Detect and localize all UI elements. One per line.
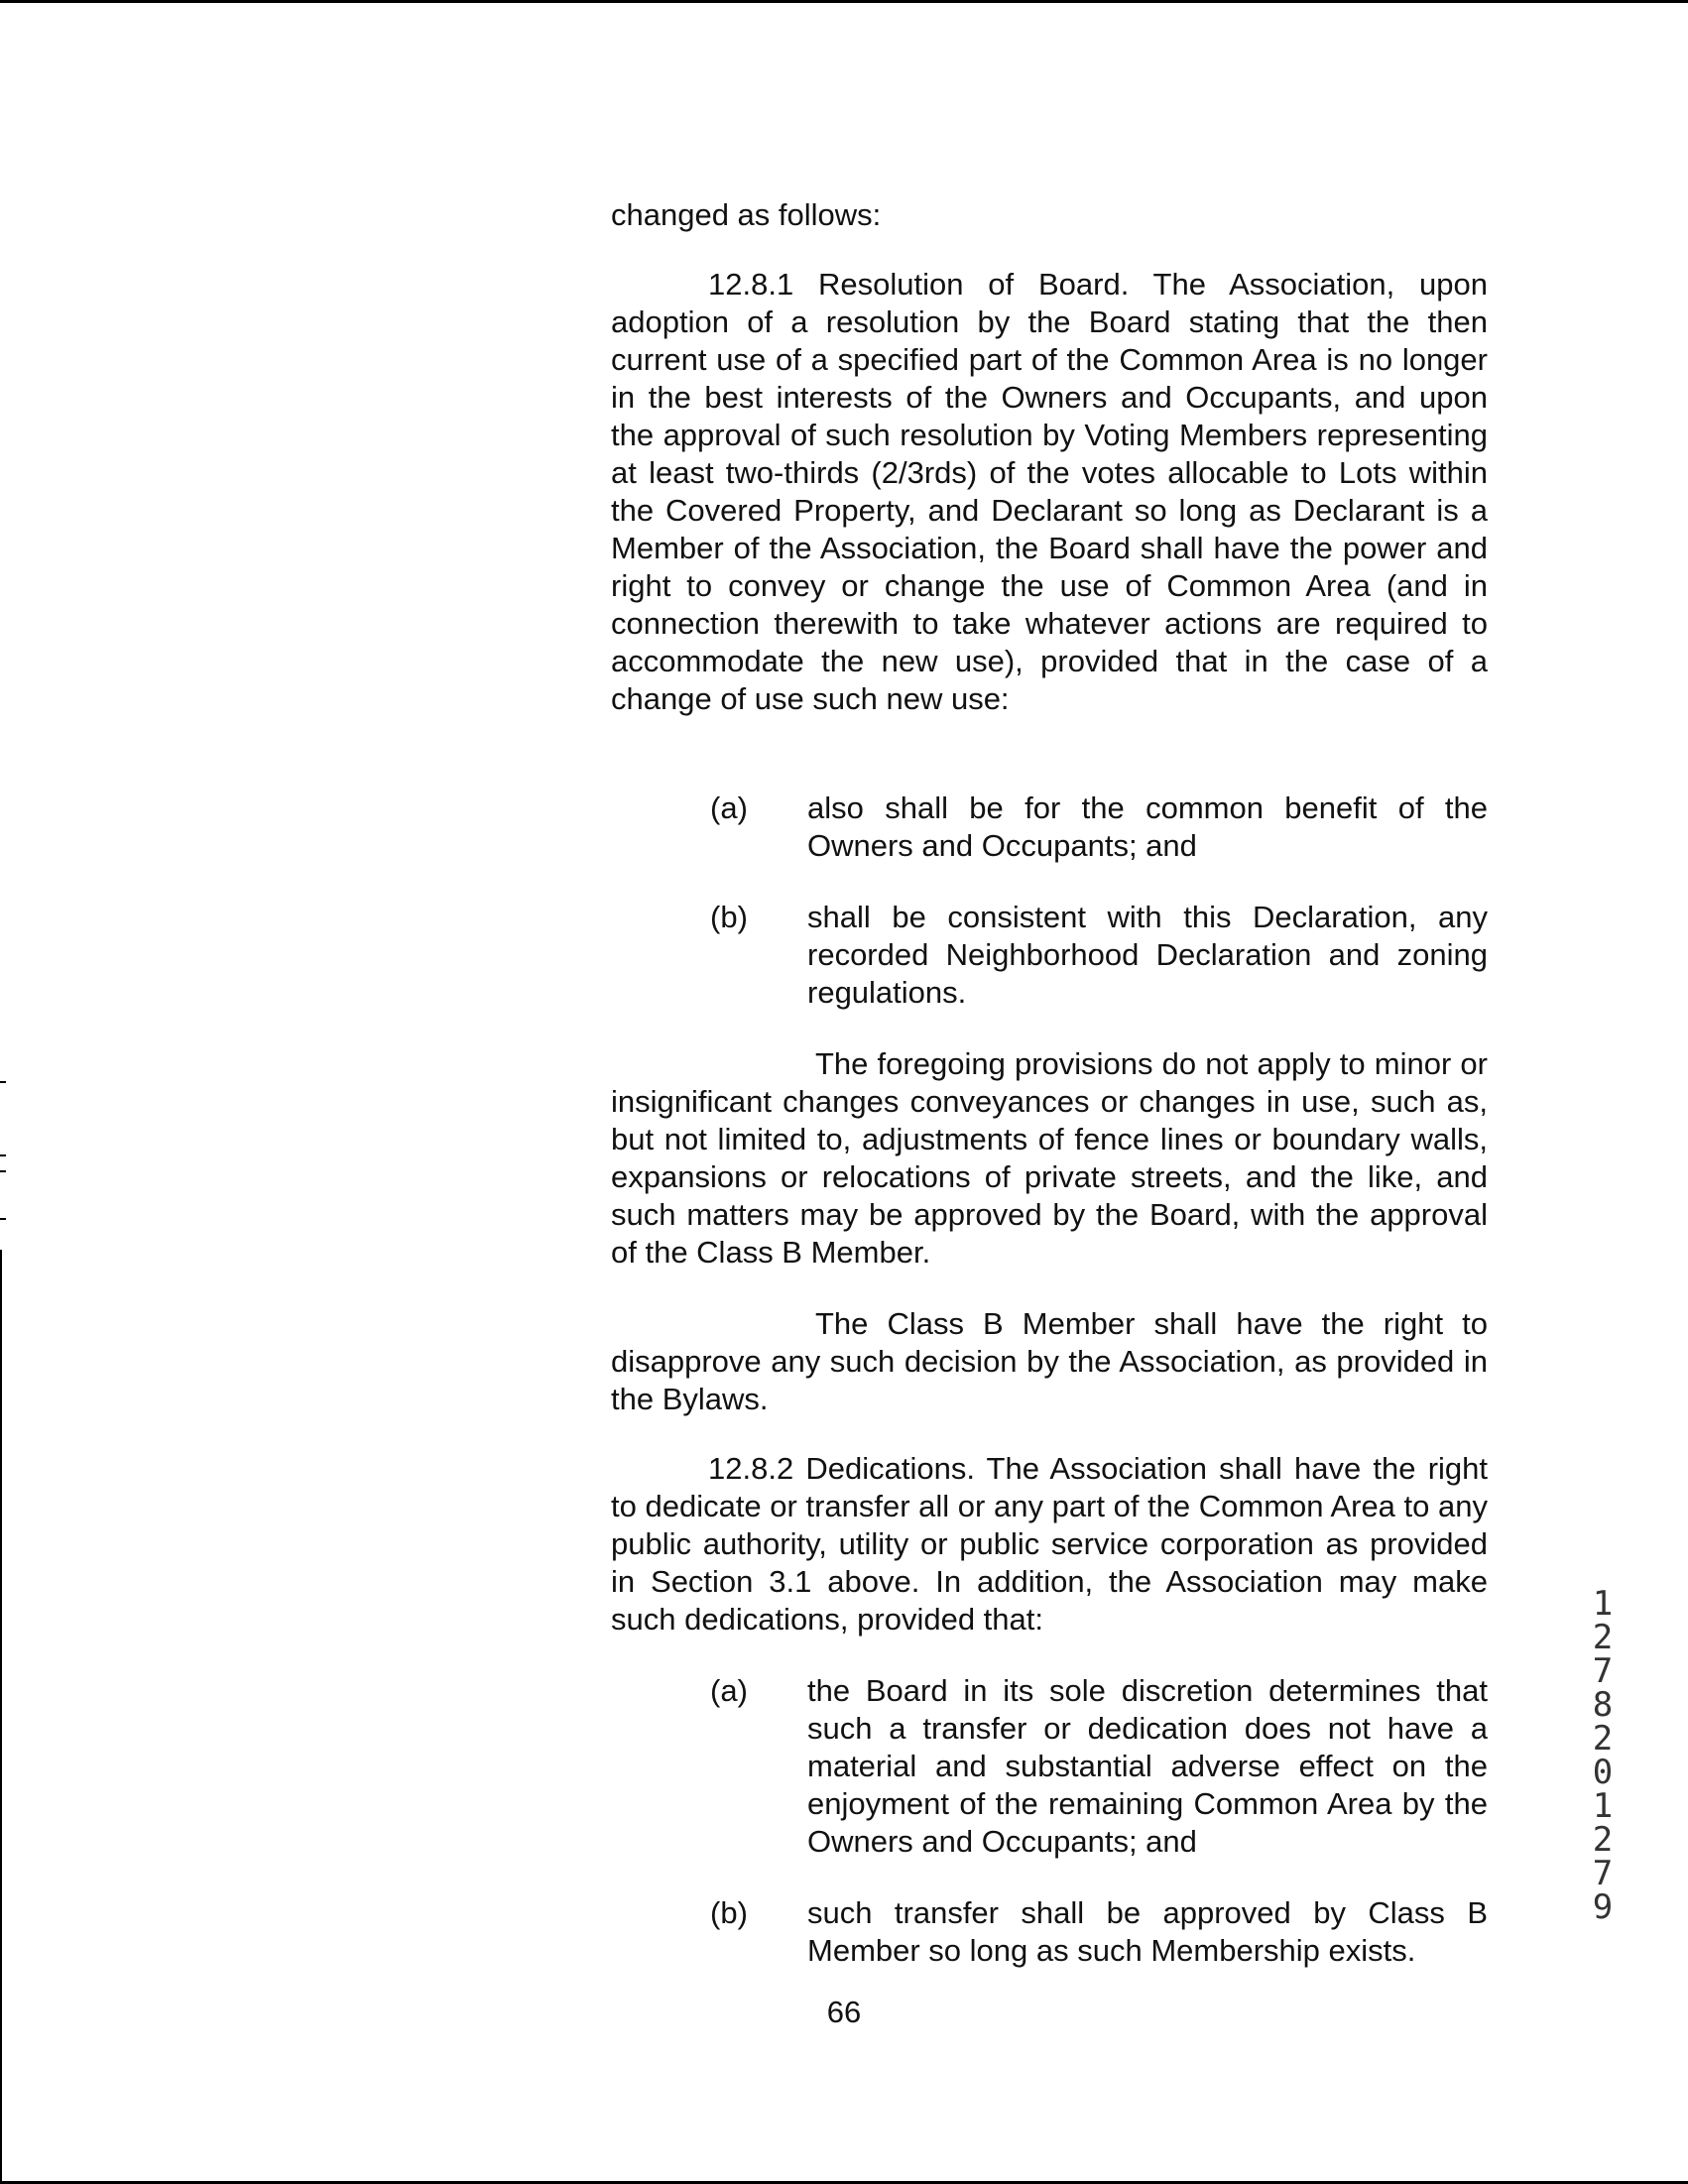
list-2-item-b — [611, 1894, 1488, 1970]
list-text: also shall be for the common benefit of the Owners and Occupants; and — [807, 790, 1488, 863]
list-text: such transfer shall be approved by Class B Member so long as such Membership exists. — [807, 1895, 1488, 1968]
margin-tick — [0, 1218, 6, 1220]
list-label: (b) — [710, 1895, 748, 1930]
list-label: (a) — [710, 790, 748, 825]
list-label: (b) — [710, 900, 748, 934]
foregoing-provisions-paragraph: The foregoing provisions do not apply to minor or insignificant changes conveyances or changes in use, such as, but not limited to, adjustments of fence lines or boundary walls, expansions or relocations of private streets, and the like, and such matters may be approved by the Board, with the approval of the Class B Member. — [611, 1046, 1488, 1270]
section-12-8-1-paragraph: 12.8.1 Resolution of Board. The Association, upon adoption of a resolution by the Board stating that the then current use of a specified part of the Common Area is no longer in the best interests of the Owners and Occupants, and upon the approval of such resolution by Voting Members representing at least two-thirds (2/3rds) of the votes allocable to Lots within the Covered Property, and Declarant so long as Declarant is a Member of the Association, the Board shall have the power and right to convey or change the use of Common Area (and in connection therewith to take whatever actions are required to accommodate the new use), provided that in the case of a change of use such new use: — [611, 267, 1488, 716]
list-text: the Board in its sole discretion determines that such a transfer or dedication does not have a material and substantial adverse effect on the enjoyment of the remaining Common Area by the Owners and Occupants; and — [807, 1673, 1488, 1859]
list-2-item-a — [611, 1672, 1488, 1861]
section-12-8-2-paragraph: 12.8.2 Dedications. The Association shall have the right to dedicate or transfer all or any part of the Common Area to any public authority, utility or public service corporation as provided in Section 3.1 above. In addition, the Association may make such dedications, provided that: — [611, 1451, 1488, 1637]
recording-stamp: 12782 01279 — [1592, 1584, 1614, 1927]
list-1-item-b — [611, 899, 1488, 1012]
margin-tick — [0, 1081, 6, 1083]
page-edge-top — [0, 0, 1688, 3]
page-edge-left — [0, 1250, 2, 2184]
list-1-item-a — [611, 789, 1488, 865]
class-b-paragraph: The Class B Member shall have the right to disapprove any such decision by the Association, as provided in the Bylaws. — [611, 1306, 1488, 1416]
list-label: (a) — [710, 1673, 748, 1708]
list-text: shall be consistent with this Declaration, any recorded Neighborhood Declaration and zoning regulations. — [807, 900, 1488, 1010]
margin-tick — [0, 1154, 6, 1156]
margin-tick — [0, 1170, 6, 1172]
intro-line: changed as follows: — [611, 197, 882, 232]
page-number: 66 — [826, 1995, 862, 2029]
